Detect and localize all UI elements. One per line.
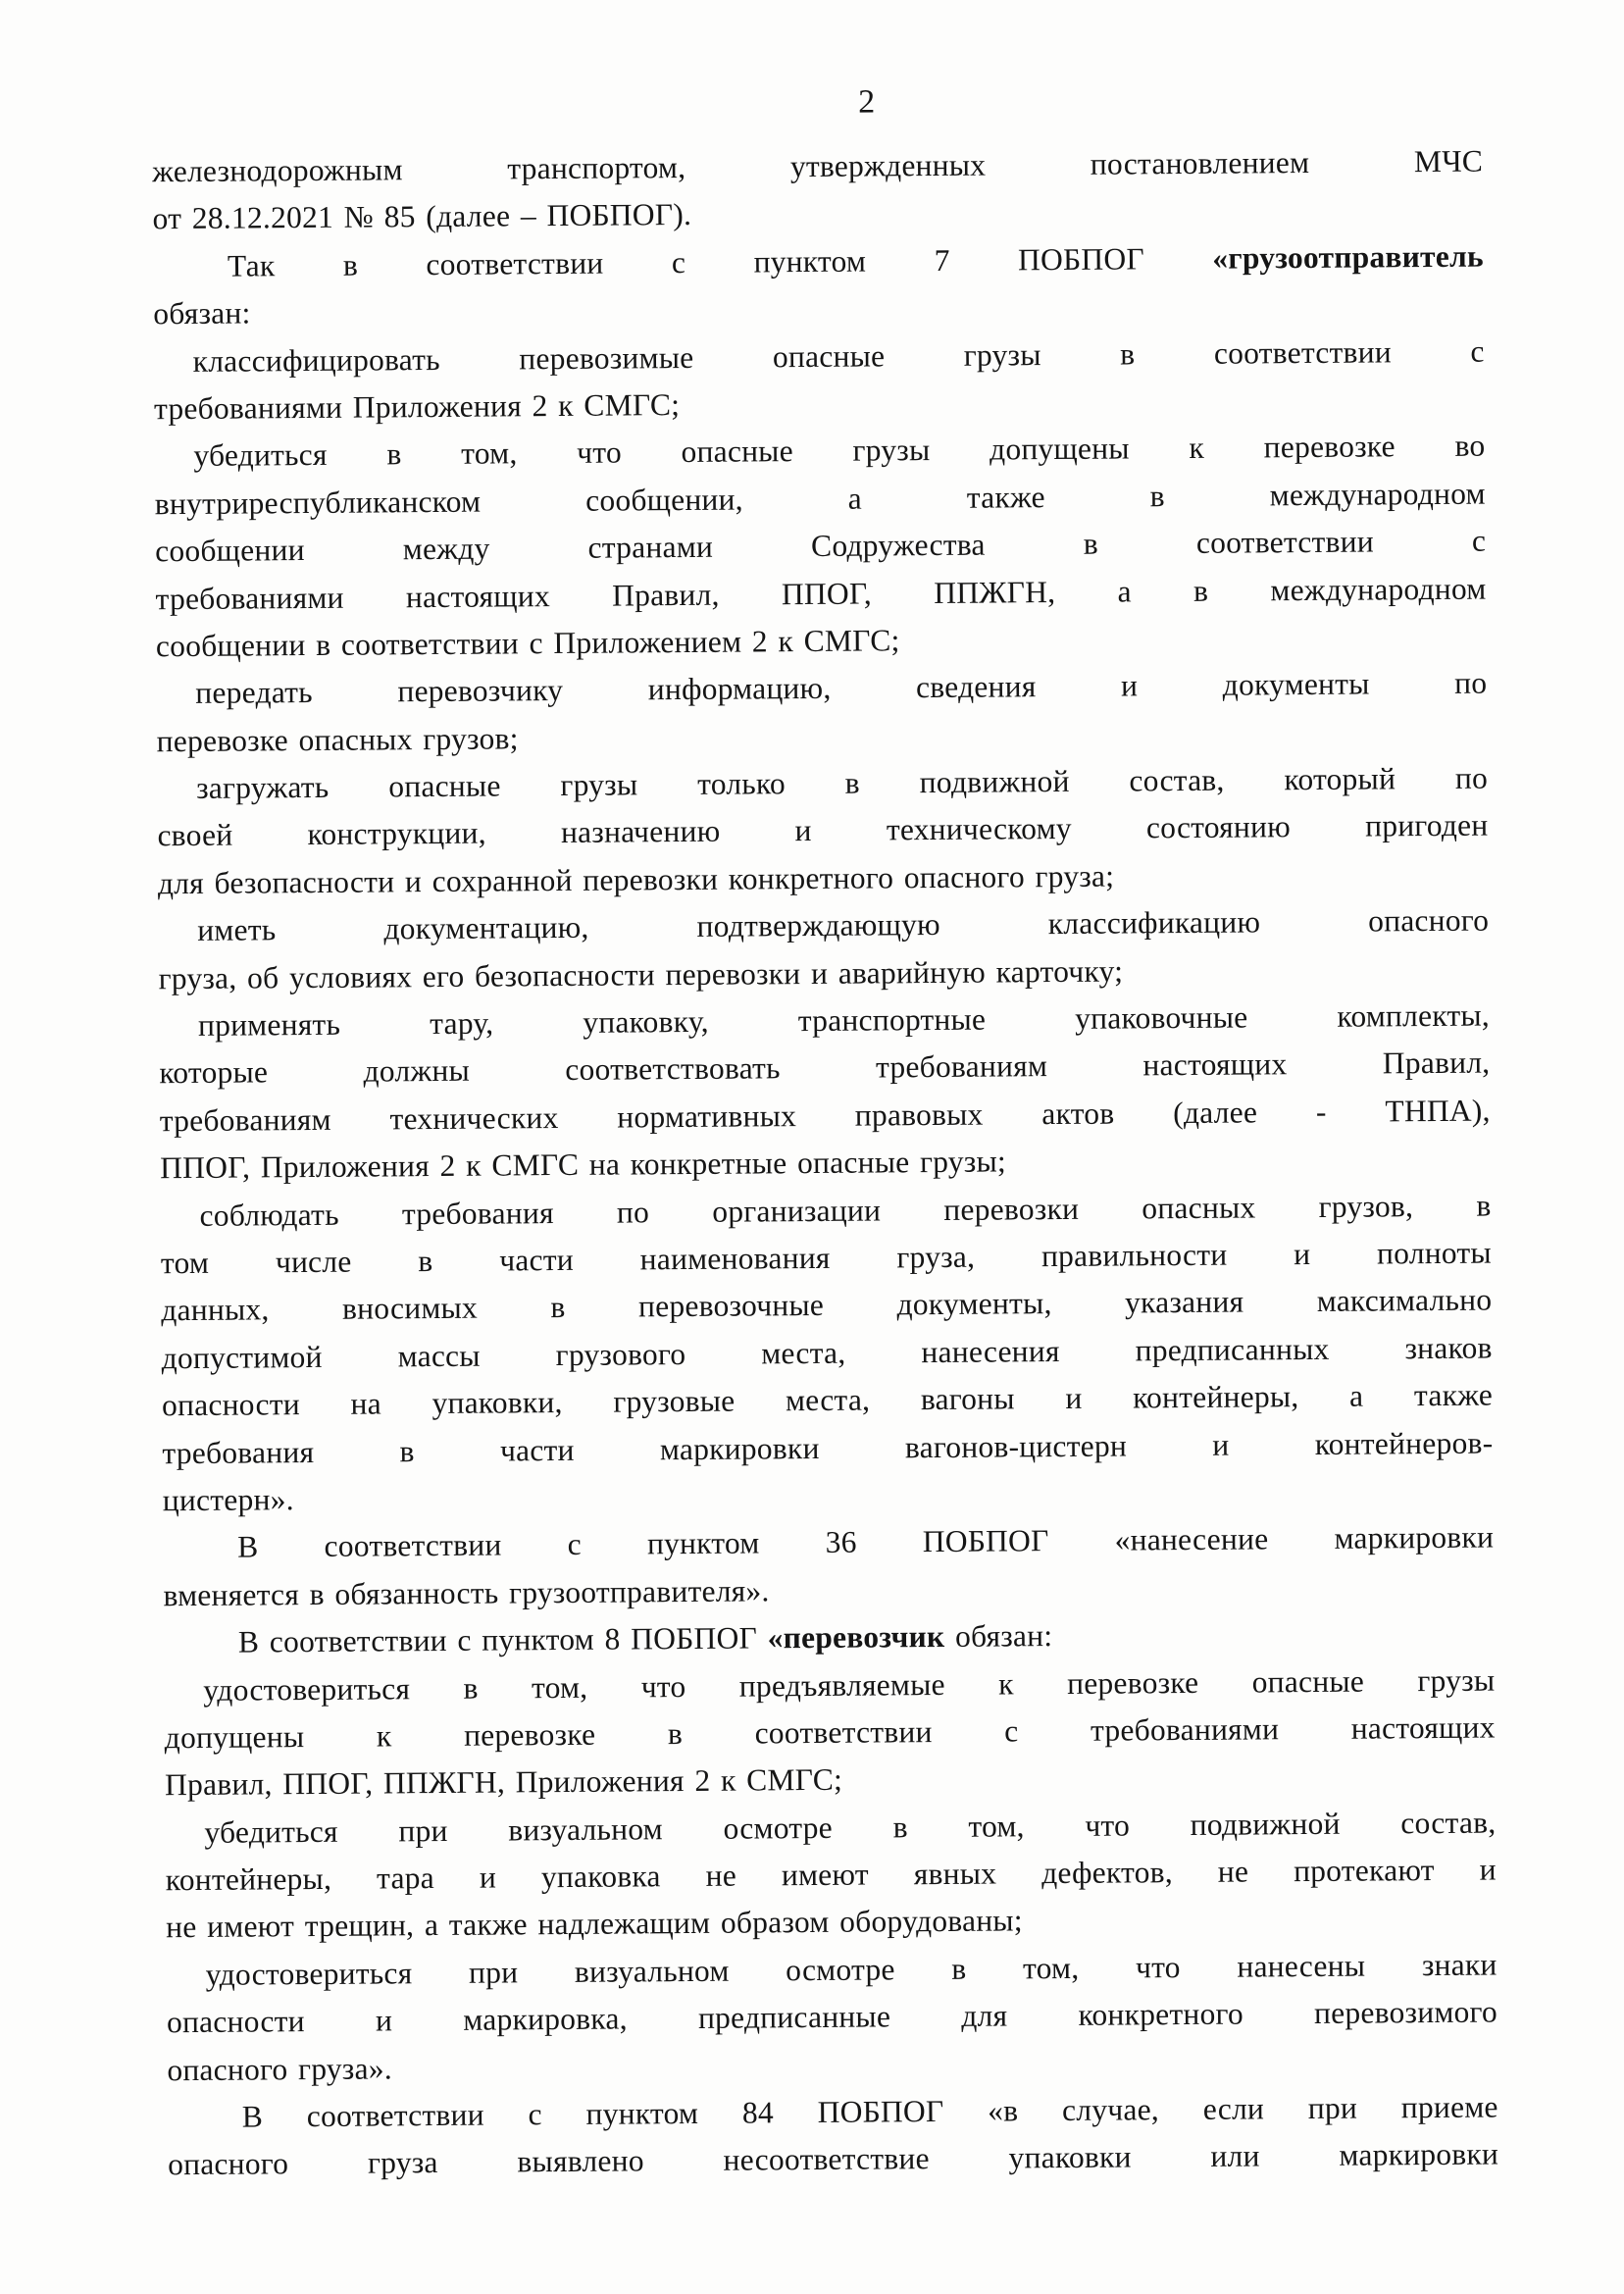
text-segment: загружать опасные грузы только в подвижной состав, который по [195,760,1489,805]
text-segment: убедиться в том, что опасные грузы допущены к перевозке во [193,428,1486,474]
text-segment: обязан: [944,1618,1053,1655]
text-segment: Правил, ППОГ, ППЖГН, Приложения 2 к СМГС; [164,1762,843,1803]
text-segment: вменяется в обязанность грузоотправителя». [163,1573,770,1612]
text-segment: допустимой массы грузового места, нанесения предписанных знаков [161,1330,1493,1375]
text-line [168,2131,1498,2189]
text-segment: сообщении между странами Содружества в соответствии с [155,523,1487,569]
text-segment: применять тару, упаковку, транспортные упаковочные комплекты, [197,997,1491,1043]
text-segment: перевозке опасных грузов; [156,721,519,758]
text-segment: контейнеры, тара и упаковка не имеют явных дефектов, не протекают и [165,1852,1497,1898]
text-segment: от 28.12.2021 № 85 (далее – ПОБПОГ). [152,197,692,236]
text-segment: опасности и маркировка, предписанные для конкретного перевозимого [166,1994,1498,2040]
text-segment: допущены к перевозке в соответствии с требованиями настоящих [164,1709,1496,1756]
text-segment: соблюдать требования по организации перевозки опасных грузов, в [199,1188,1492,1233]
text-segment: иметь документацию, подтверждающую классификацию опасного [197,902,1490,948]
text-segment: том числе в части наименования груза, правильности и полноты [160,1235,1493,1281]
text-segment: требованиями настоящих Правил, ППОГ, ППЖГН, а в международном [155,571,1487,616]
text-segment: передать перевозчику информацию, сведения и документы по [195,665,1488,711]
text-segment: требованиями Приложения 2 к СМГС; [153,386,681,427]
text-segment: сообщении в соответствии с Приложением 2 к СМГС; [155,623,900,664]
text-segment: груза, об условиях его безопасности перевозки и аварийную карточку; [158,953,1124,995]
text-block [152,138,1498,2189]
text-segment: опасности на упаковки, грузовые места, вагоны и контейнеры, а также [161,1377,1494,1423]
text-segment: не имеют трещин, а также надлежащим образом оборудованы; [166,1903,1023,1945]
text-segment: для безопасности и сохранной перевозки конкретного опасного груза; [157,858,1115,901]
bold-term: «грузоотправитель [1212,238,1485,276]
text-segment: данных, вносимых в перевозочные документы, указания максимально [161,1282,1493,1328]
text-segment: удостовериться в том, что предъявляемые к перевозке опасные грузы [203,1662,1496,1708]
text-segment: цистерн». [162,1482,294,1518]
text-segment: своей конструкции, назначению и техническому состоянию пригоден [157,808,1489,853]
text-segment: В соответствии с пунктом 8 ПОБПОГ [237,1620,768,1659]
page-number: 2 [857,83,876,121]
text-segment: удостовериться при визуальном осмотре в том, что нанесены знаки [205,1947,1497,1992]
text-segment: обязан: [153,295,251,331]
bold-term: «перевозчик [767,1619,945,1656]
text-segment: требованиям технических нормативных правовых актов (далее - ТНПА), [159,1093,1491,1139]
text-segment: которые должны соответствовать требованиям настоящих Правил, [159,1045,1491,1091]
text-segment: внутриреспубликанском сообщении, а также в международном [154,476,1486,521]
text-segment: железнодорожным транспортом, утвержденных постановлением МЧС [152,143,1484,189]
text-segment: классифицировать перевозимые опасные грузы в соответствии с [192,333,1485,379]
text-segment: ППОГ, Приложения 2 к СМГС на конкретные опасные грузы; [160,1144,1007,1186]
text-segment: В соответствии с пунктом 36 ПОБПОГ «нанесение маркировки [237,1519,1495,1564]
text-segment: В соответствии с пунктом 84 ПОБПОГ «в случае, если при приеме [241,2089,1498,2134]
text-segment: Так в соответствии с пунктом 7 ПОБПОГ [227,240,1213,283]
text-segment: опасного груза выявлено несоответствие упаковки или маркировки [167,2136,1499,2182]
text-segment: требования в части маркировки вагонов-цистерн и контейнеров- [162,1425,1494,1470]
text-segment: убедиться при визуальном осмотре в том, что подвижной состав, [204,1805,1497,1850]
text-segment: опасного груза». [167,2051,393,2087]
